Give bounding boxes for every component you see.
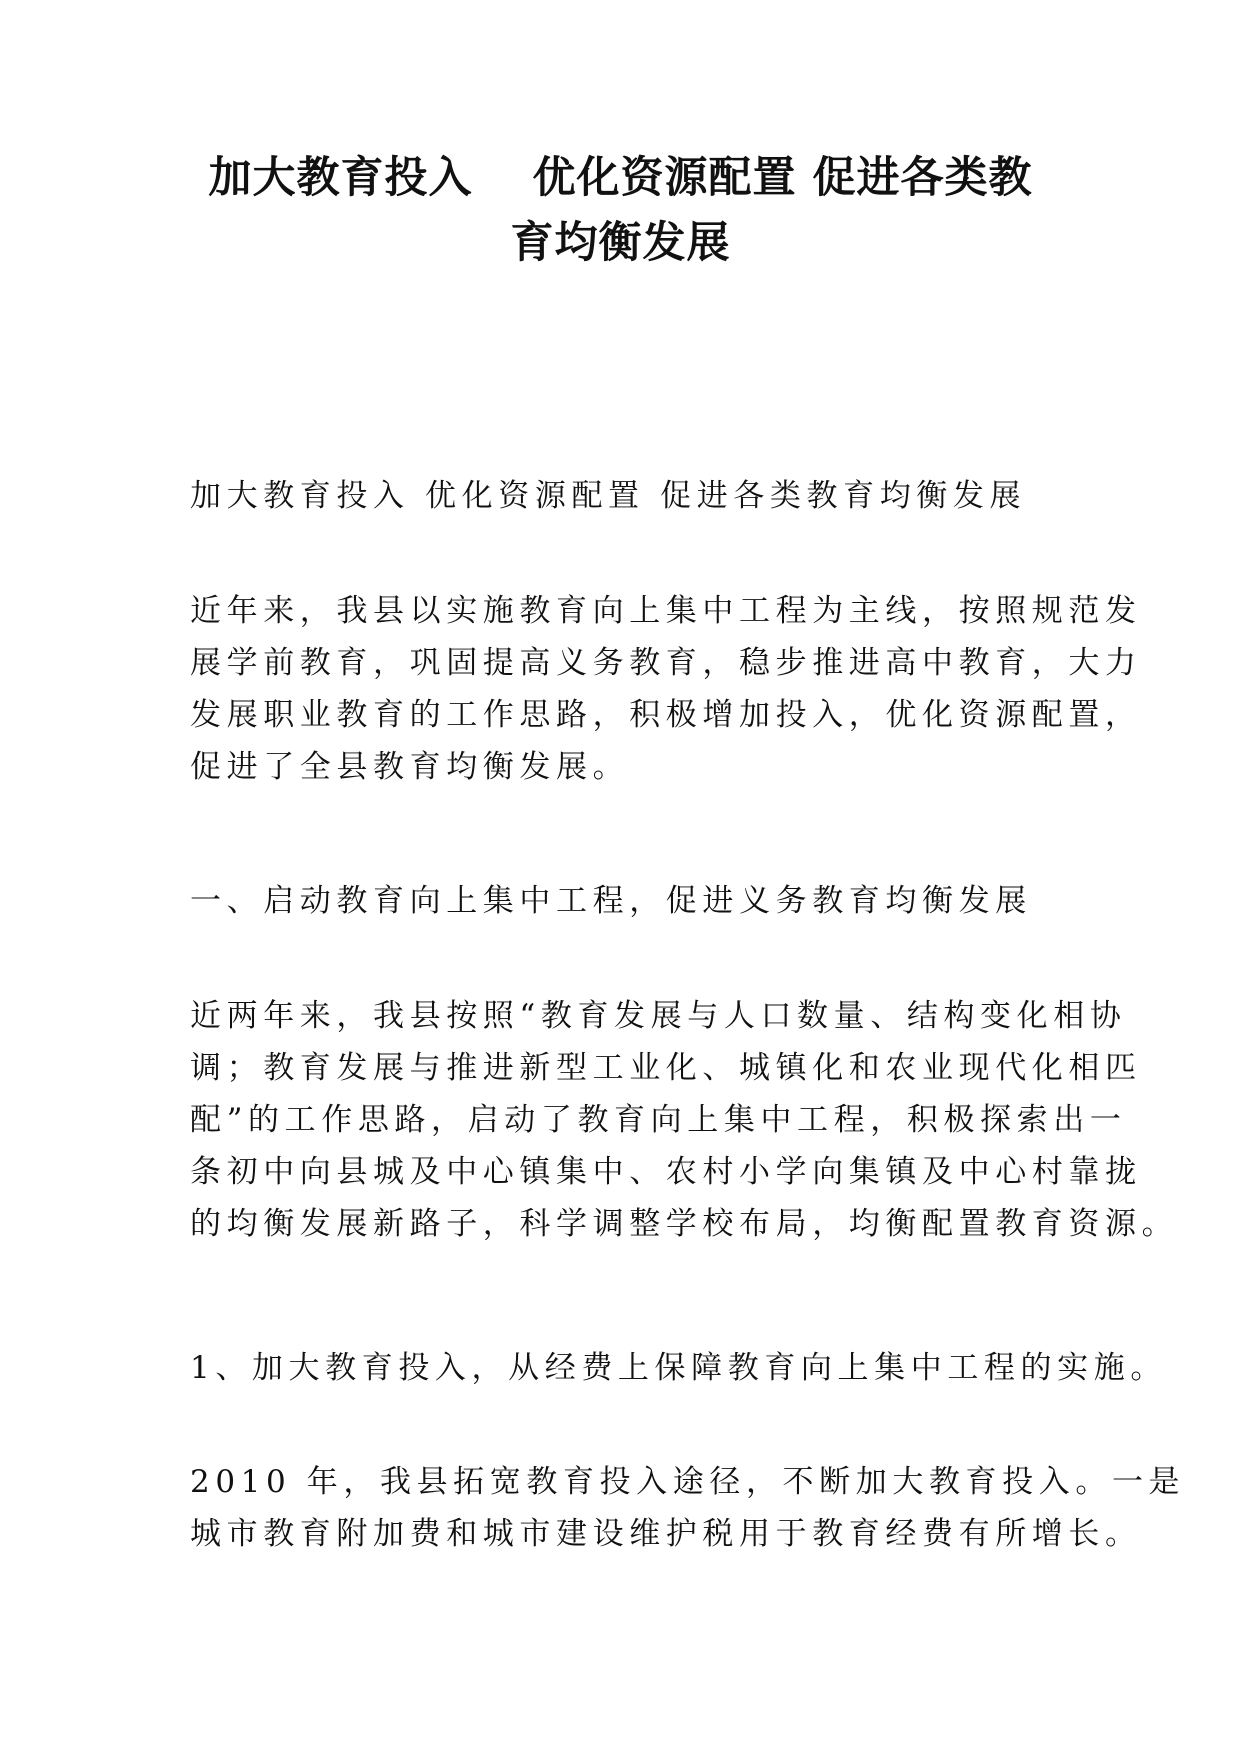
paragraph-line: 2010 年，我县拓宽教育投入途径，不断加大教育投入。一是: [190, 1464, 1186, 1500]
paragraph-line: 近两年来，我县按照“教育发展与人口数量、结构变化相协: [190, 998, 1127, 1034]
subtitle-paragraph: [190, 470, 1070, 522]
paragraph-line: 城市教育附加费和城市建设维护税用于教育经费有所增长。: [190, 1516, 1142, 1552]
paragraph-line: 调；教育发展与推进新型工业化、城镇化和农业现代化相匹: [190, 1050, 1142, 1086]
paragraph-line: 配”的工作思路，启动了教育向上集中工程，积极探索出一: [190, 1102, 1127, 1138]
section-heading-1: [190, 875, 1070, 927]
paragraph-line: 展学前教育，巩固提高义务教育，稳步推进高中教育，大力: [190, 645, 1142, 681]
paragraph-line: 发展职业教育的工作思路，积极增加投入，优化资源配置，: [190, 697, 1142, 733]
sub-heading-1: [190, 1342, 1167, 1394]
paragraph-line: 近年来，我县以实施教育向上集中工程为主线，按照规范发: [190, 593, 1142, 629]
intro-paragraph: [190, 585, 1142, 793]
section-heading-text: 一、启动教育向上集中工程，促进义务教育均衡发展: [190, 883, 1032, 919]
paragraph-line: 促进了全县教育均衡发展。: [190, 749, 630, 785]
subtitle-text: 加大教育投入 优化资源配置 促进各类教育均衡发展: [190, 478, 1027, 514]
title-line-1: 加大教育投入 优化资源配置 促进各类教: [208, 153, 1033, 203]
title-line-2: 育均衡发展: [510, 218, 731, 268]
paragraph-line: 的均衡发展新路子，科学调整学校布局，均衡配置教育资源。: [190, 1206, 1179, 1242]
document-title: [150, 146, 1091, 276]
section-1-paragraph: [190, 990, 1179, 1250]
paragraph-line: 条初中向县城及中心镇集中、农村小学向集镇及中心村靠拢: [190, 1154, 1142, 1190]
sub-section-paragraph: [190, 1456, 1186, 1560]
sub-heading-text: 1、加大教育投入，从经费上保障教育向上集中工程的实施。: [190, 1350, 1167, 1386]
